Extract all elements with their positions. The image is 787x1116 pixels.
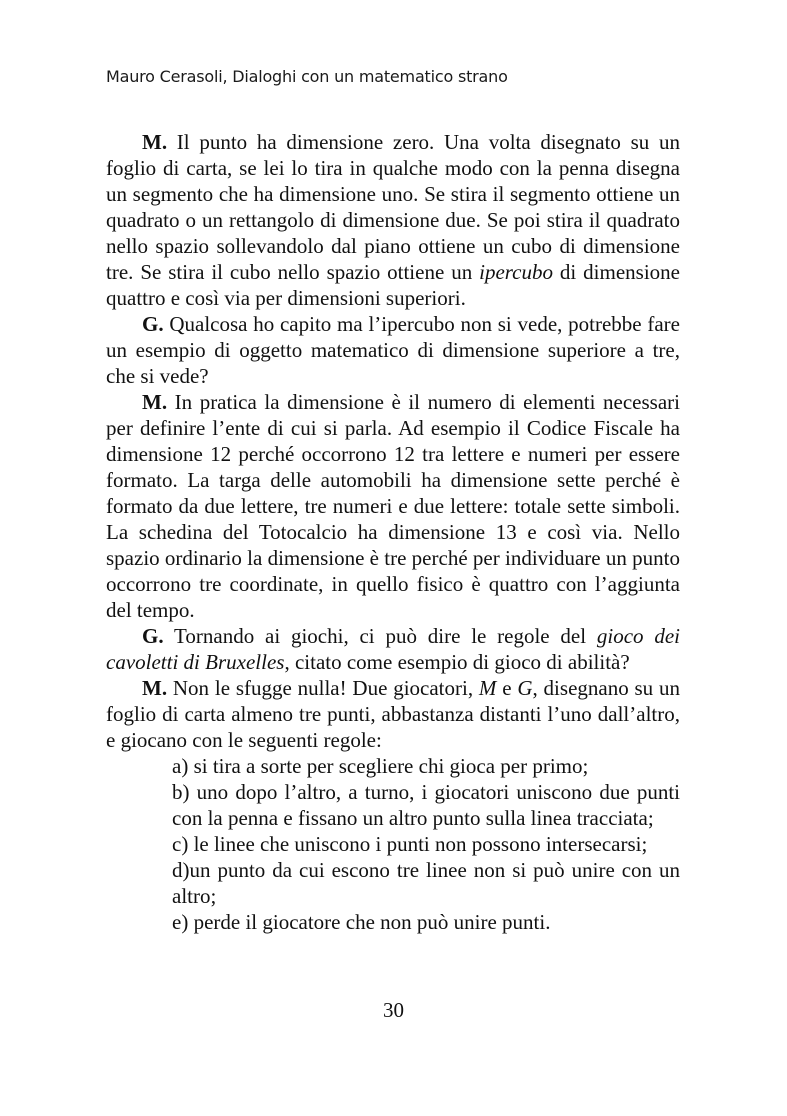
rule-item-e: e) perde il giocatore che non può unire punti. [172,910,551,934]
paragraph-2 [106,311,680,389]
paragraph-text: Non le sfugge nulla! Due giocatori, [167,676,479,700]
paragraph-text: e [496,676,518,700]
rules-list [172,753,680,935]
italic-player-g: G [517,676,533,700]
paragraph-text: di dimensione quattro e così via per dimensioni superiori. [106,260,680,310]
paragraph-text: Tornando ai giochi, ci può dire le regole del [163,624,597,648]
paragraph-text: In pratica la dimensione è il numero di elementi necessari per definire l’ente di cui si parla. Ad esempio il Codice Fiscale ha dimensione 12 perché occorrono 12 tra lettere e numeri per essere formato. La targa delle automobili ha dimensione sette perché è formato da due lettere, tre numeri e due lettere: totale sette simboli. La schedina del Totocalcio ha dimensione 13 e così via. Nello spazio ordinario la dimensione è tre perché per individuare un punto occorrono tre coordinate, in quello fisico è quattro con l’aggiunta del tempo. [106,390,680,622]
body-text [106,129,680,935]
running-head: Mauro Cerasoli, Dialoghi con un matematico strano [106,67,508,86]
rule-item-c: c) le linee che uniscono i punti non possono intersecarsi; [172,832,648,856]
italic-player-m: M [478,676,497,700]
speaker-label: M. [142,390,168,414]
italic-term: ipercubo [479,260,553,284]
page-number: 30 [383,998,404,1022]
rule-item-a: a) si tira a sorte per scegliere chi gioca per primo; [172,754,589,778]
speaker-label: M. [142,130,168,154]
paragraph-text: , disegnano su un foglio di carta almeno tre punti, abbastanza distanti l’uno dall’altro, e giocano con le seguenti regole: [106,676,680,752]
paragraph-text: Il punto ha dimensione zero. Una volta disegnato su un foglio di carta, se lei lo tira in qualche modo con la penna disegna un segmento che ha dimensione uno. Se stira il segmento ottiene un quadrato o un rettangolo di dimensione due. Se poi stira il quadrato nello spazio sollevandolo dal piano ottiene un cubo di dimensione tre. Se stira il cubo nello spazio ottiene un [106,130,680,284]
paragraph-5 [106,675,680,753]
paragraph-text: , citato come esempio di gioco di abilità? [284,650,630,674]
paragraph-text: Qualcosa ho capito ma l’ipercubo non si vede, potrebbe fare un esempio di oggetto matematico di dimensione superiore a tre, che si vede? [106,312,680,388]
italic-term: gioco dei cavoletti di Bruxelles [106,624,681,674]
paragraph-3 [106,389,680,623]
speaker-label: G. [142,312,164,336]
speaker-label: G. [142,624,164,648]
rule-item-b: b) uno dopo l’altro, a turno, i giocatori uniscono due punti con la penna e fissano un altro punto sulla linea tracciata; [172,780,680,830]
rule-item-d: d)un punto da cui escono tre linee non si può unire con un altro; [172,858,680,908]
paragraph-1 [106,129,680,311]
speaker-label: M. [142,676,168,700]
paragraph-4 [106,623,680,675]
